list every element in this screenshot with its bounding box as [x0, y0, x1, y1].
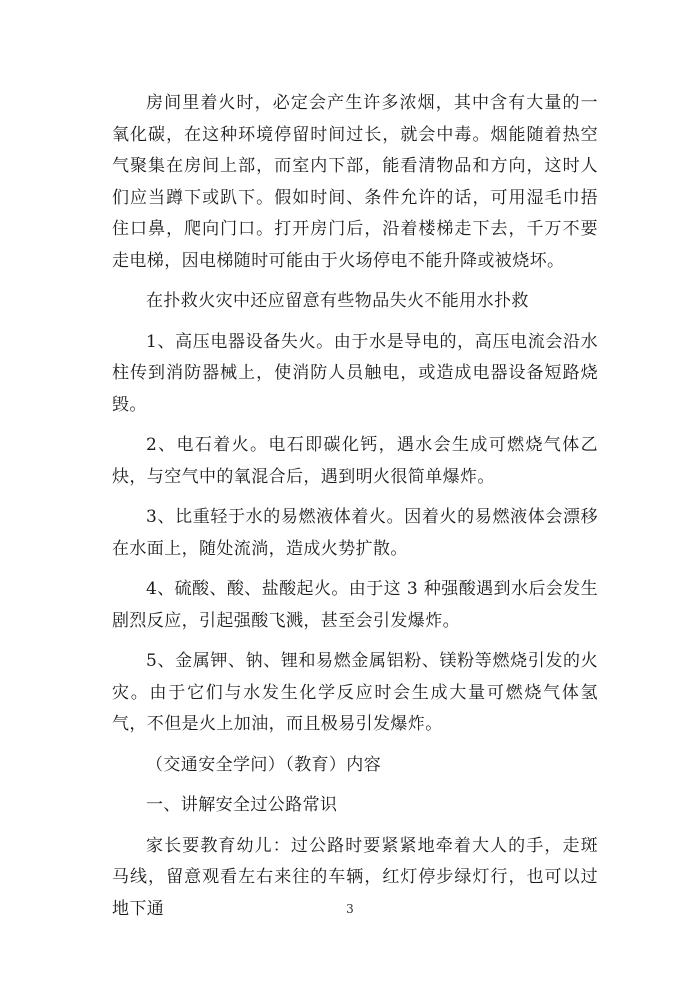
subheading-road-crossing: 一、讲解安全过公路常识 [146, 795, 338, 815]
paragraph-no-water-intro: 在扑救火灾中还应留意有些物品失火不能用水扑救 [146, 291, 529, 311]
paragraph-item-5: 5、金属钾、钠、锂和易燃金属铝粉、镁粉等燃烧引发的火灾。由于它们与水发生化学反应时会生成大量可燃烧气体氢气，不但是火上加油，而且极易引发爆炸。 [112, 651, 598, 734]
paragraph-item-2: 2、电石着火。电石即碳化钙，遇水会生成可燃烧气体乙炔，与空气中的氧混合后，遇到明火很简单爆炸。 [112, 435, 598, 487]
section-heading-traffic: （交通安全学问）（教育）内容 [146, 754, 382, 775]
page-number: 3 [346, 902, 354, 916]
document-body [112, 88, 598, 934]
paragraph-fire-smoke: 房间里着火时，必定会产生许多浓烟，其中含有大量的一氧化碳，在这种环境停留时间过长，就会中毒。烟能随着热空气聚集在房间上部，而室内下部，能看清物品和方向，这时人们应当蹲下或趴下。假如时间、条件允许的话，可用湿毛巾捂住口鼻，爬向门口。打开房门后，沿着楼梯走下去，千万不要走电梯，因电梯随时可能由于火场停电不能升降或被烧坏。 [112, 93, 598, 271]
paragraph-item-3: 3、比重轻于水的易燃液体着火。因着火的易燃液体会漂移在水面上，随处流淌，造成火势扩散。 [112, 507, 598, 559]
paragraph-parent-education: 家长要教育幼儿：过公路时要紧紧地牵着大人的手，走斑马线，留意观看左右来往的车辆，红灯停步绿灯行，也可以过地下通 [112, 835, 598, 919]
paragraph-item-4: 4、硫酸、酸、盐酸起火。由于这 3 种强酸遇到水后会发生剧烈反应，引起强酸飞溅，甚至会引发爆炸。 [112, 579, 598, 631]
paragraph-item-1: 1、高压电器设备失火。由于水是导电的，高压电流会沿水柱传到消防器械上，使消防人员触电，或造成电器设备短路烧毁。 [112, 331, 598, 415]
